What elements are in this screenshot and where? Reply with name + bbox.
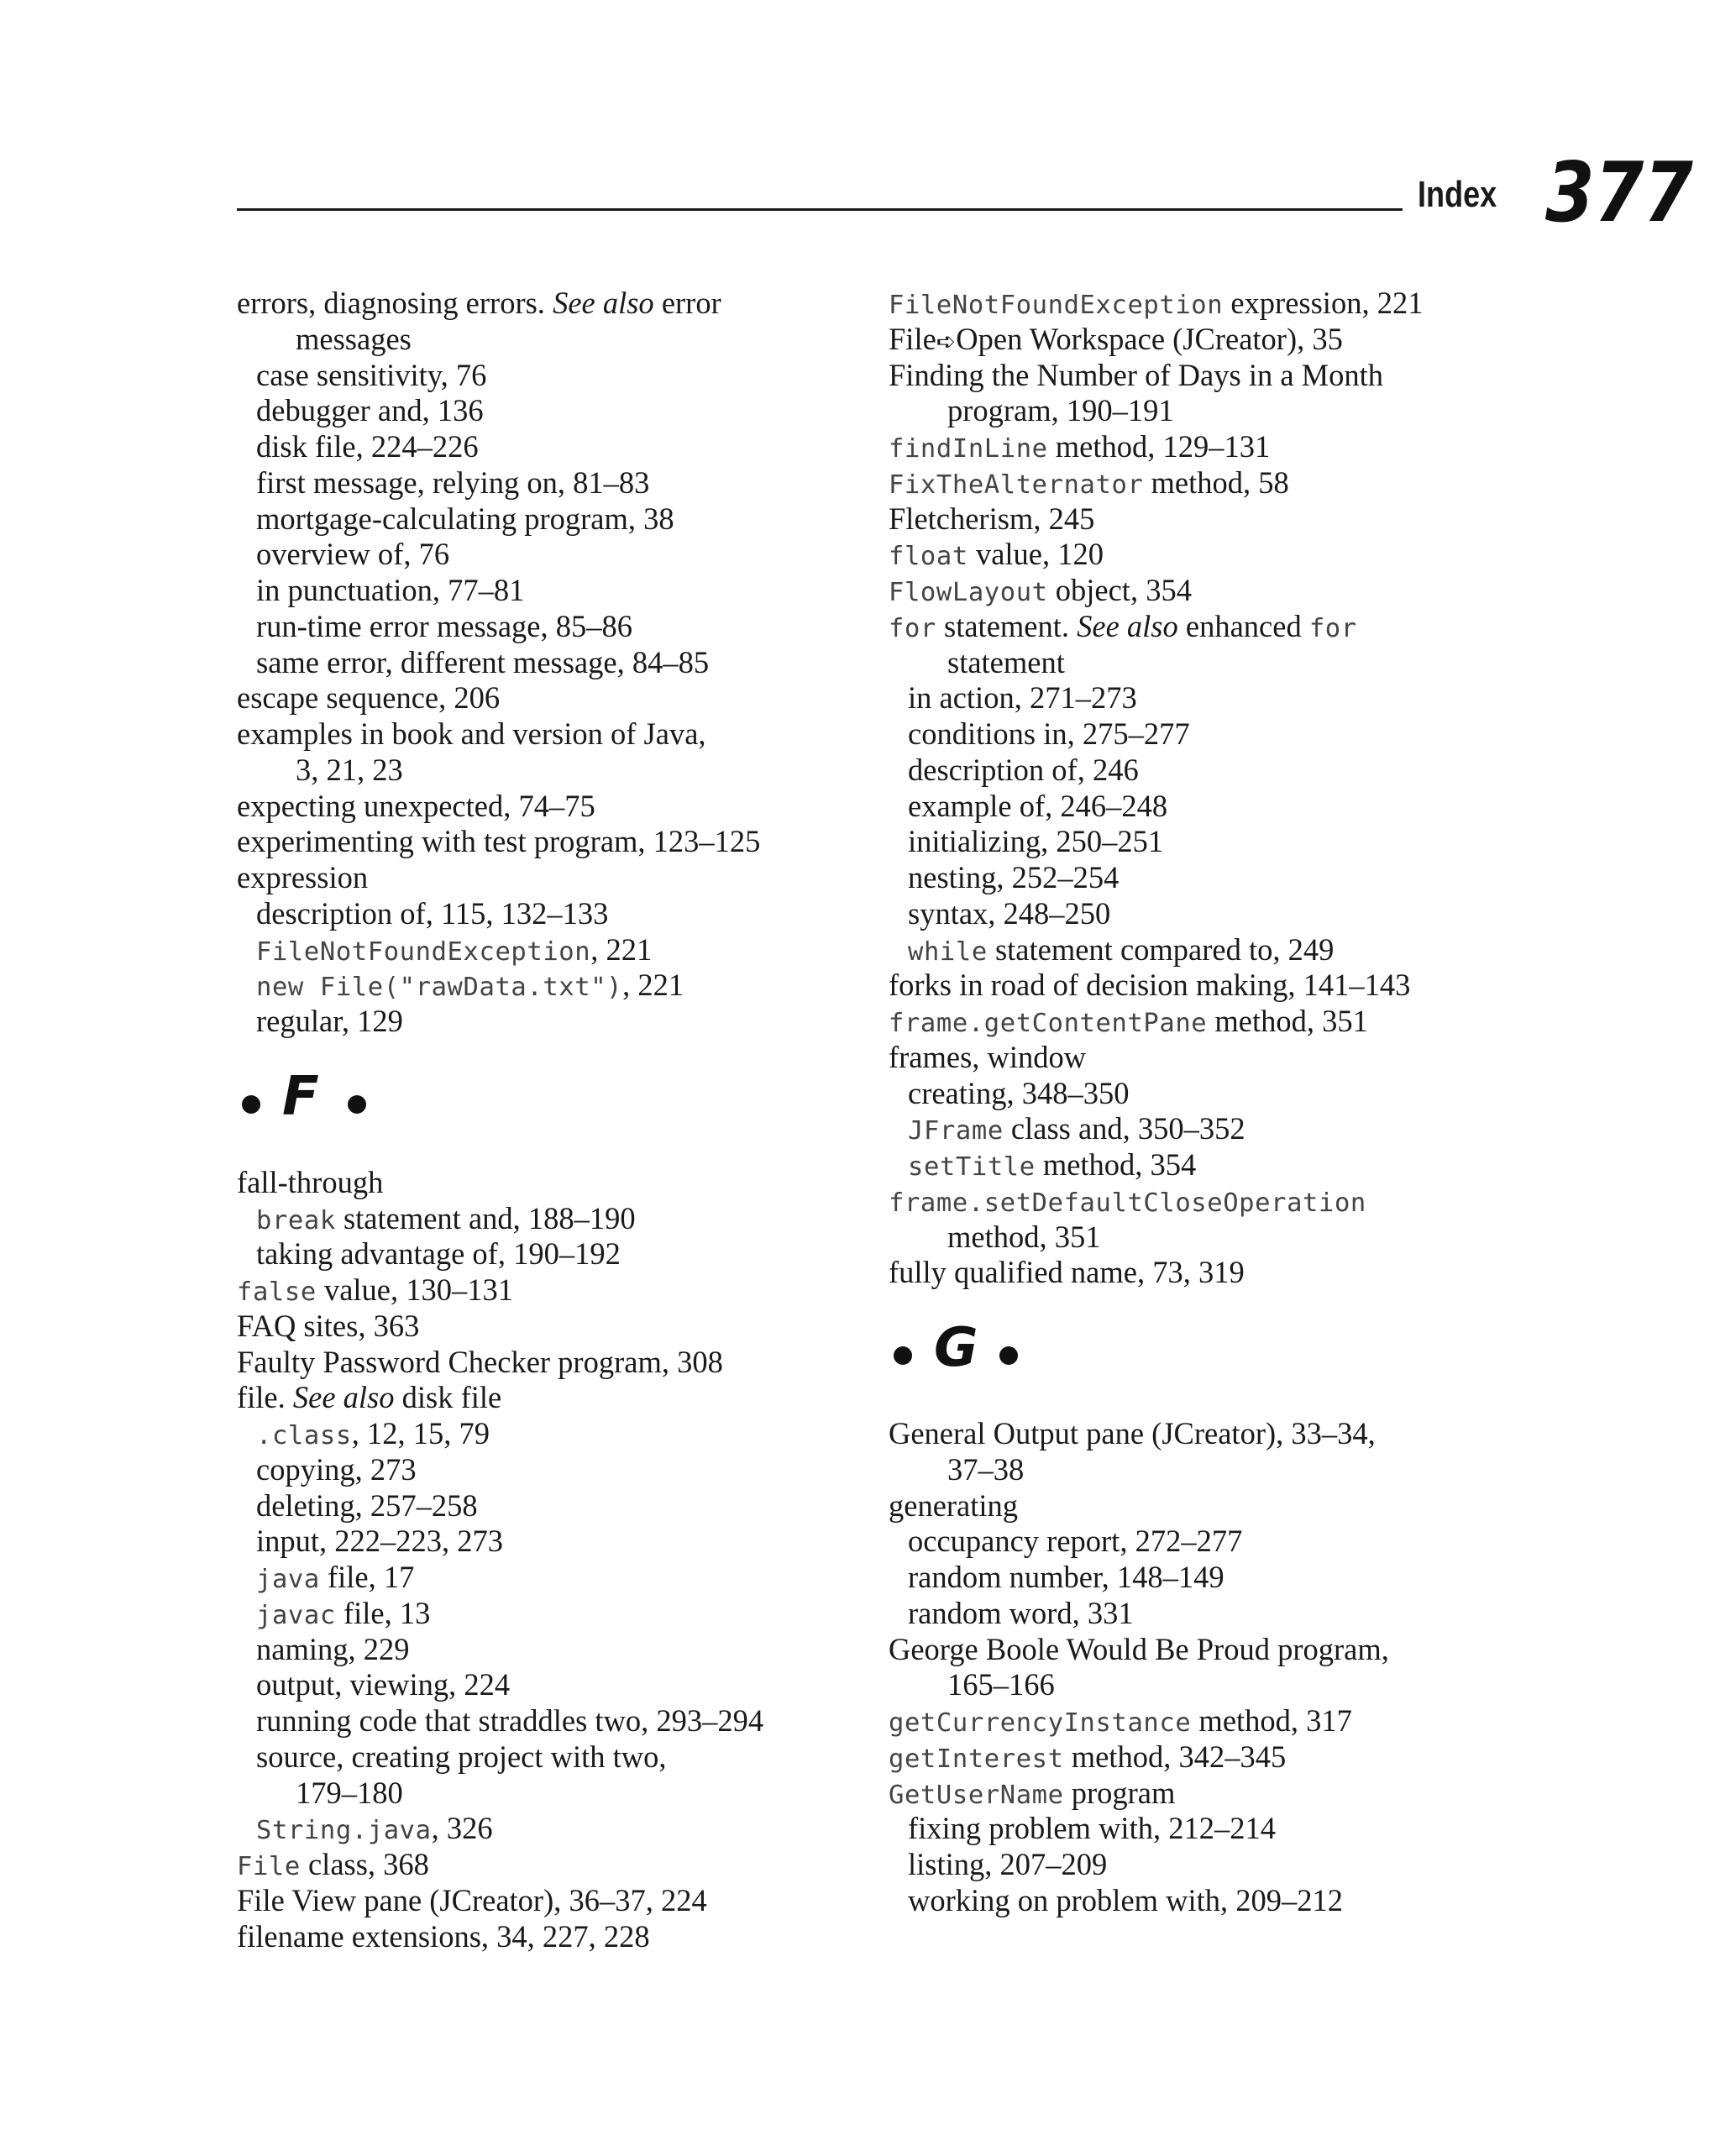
index-subentry (889, 680, 1510, 716)
index-entry (237, 1847, 858, 1883)
index-subentry (889, 1560, 1510, 1596)
entry-text: File (889, 321, 936, 356)
see-also-text: See also (292, 1380, 395, 1415)
index-subentry (237, 1004, 858, 1040)
entry-text: value, 130–131 (316, 1272, 513, 1307)
code-term: findInLine (889, 434, 1048, 464)
entry-text: debugger and, 136 (256, 393, 484, 428)
index-subentry (237, 537, 858, 573)
index-subentry (237, 609, 858, 645)
index-subentry (237, 1452, 858, 1488)
index-subentry (237, 1596, 858, 1632)
entry-text: in action, 271–273 (908, 680, 1137, 716)
entry-text: fall-through (237, 1164, 384, 1199)
entry-text: , 221 (590, 931, 653, 967)
entry-text: run-time error message, 85–86 (256, 608, 632, 643)
index-subentry (889, 824, 1510, 860)
entry-text: Finding the Number of Days in a Month (889, 357, 1384, 392)
entry-text: expression, 221 (1223, 286, 1424, 320)
running-header-label: Index (1418, 174, 1497, 215)
entry-text: error (653, 286, 721, 320)
code-term: FlowLayout (889, 578, 1048, 607)
index-subentry (237, 1703, 858, 1739)
entry-text: method, 317 (1191, 1703, 1352, 1738)
entry-text: taking advantage of, 190–192 (256, 1236, 621, 1272)
index-entry (237, 1345, 858, 1381)
index-subentry (889, 1847, 1510, 1883)
index-subentry (889, 1111, 1510, 1147)
entry-text: description of, 115, 132–133 (256, 895, 609, 931)
entry-text: 3, 21, 23 (296, 752, 403, 787)
entry-text: conditions in, 275–277 (908, 716, 1190, 751)
entry-text: , 326 (431, 1811, 493, 1846)
entry-text: expression (237, 860, 369, 894)
entry-text: expecting unexpected, 74–75 (237, 788, 595, 823)
index-entry-continuation (889, 1452, 1510, 1488)
index-subentry (237, 573, 858, 609)
index-entry (889, 1004, 1510, 1040)
index-subentry (889, 1147, 1510, 1183)
entry-text: overview of, 76 (256, 537, 450, 572)
section-heading-g (889, 1291, 1510, 1416)
index-entry-continuation (889, 645, 1510, 681)
index-entry (237, 1272, 858, 1309)
entry-text: copying, 273 (256, 1451, 417, 1487)
index-subentry (237, 393, 858, 429)
entry-text: running code that straddles two, 293–294 (256, 1703, 764, 1738)
code-term: for (1308, 613, 1357, 643)
index-subentry (237, 645, 858, 681)
index-entry (889, 537, 1510, 573)
entry-text: statement and, 188–190 (335, 1200, 636, 1235)
entry-text: experimenting with test program, 123–125 (237, 824, 761, 859)
entry-text: statement (947, 644, 1065, 679)
bullet-icon (242, 1095, 260, 1114)
index-subentry (237, 1667, 858, 1703)
entry-text: fully qualified name, 73, 319 (889, 1255, 1245, 1290)
entry-text: 37–38 (947, 1451, 1025, 1487)
index-entry (889, 573, 1510, 609)
header-rule (237, 208, 1403, 211)
index-entry (237, 1380, 858, 1416)
entry-text: FAQ sites, 363 (237, 1308, 420, 1343)
entry-text: program (1063, 1775, 1176, 1810)
entry-text: file. (237, 1380, 293, 1415)
entry-text: statement compared to, 249 (987, 931, 1335, 967)
index-entry (889, 1739, 1510, 1776)
index-entry (889, 465, 1510, 501)
entry-text: disk file, 224–226 (256, 429, 479, 464)
entry-text: same error, different message, 84–85 (256, 644, 710, 679)
section-letter: G (934, 1317, 978, 1379)
entry-text: output, viewing, 224 (256, 1667, 511, 1702)
entry-text: method, 351 (947, 1219, 1101, 1254)
entry-text: mortgage-calculating program, 38 (256, 501, 674, 536)
entry-text: example of, 246–248 (908, 788, 1168, 823)
index-entry (889, 322, 1510, 358)
entry-text: class and, 350–352 (1003, 1111, 1245, 1146)
code-term: File (237, 1852, 301, 1881)
code-term: getCurrencyInstance (889, 1708, 1192, 1738)
index-subentry (889, 1883, 1510, 1919)
entry-text: working on problem with, 209–212 (908, 1882, 1344, 1917)
entry-text: object, 354 (1047, 573, 1192, 607)
index-entry (237, 860, 858, 896)
entry-text: escape sequence, 206 (237, 680, 501, 716)
code-term: GetUserName (889, 1780, 1064, 1810)
menu-arrow-icon: ➪ (936, 327, 957, 355)
bullet-icon (894, 1346, 912, 1365)
index-entry (237, 1165, 858, 1201)
index-entry (889, 1040, 1510, 1076)
index-subentry (237, 1236, 858, 1272)
entry-text: creating, 348–350 (908, 1075, 1130, 1110)
entry-text: random number, 148–149 (908, 1560, 1224, 1594)
index-subentry (889, 789, 1510, 825)
index-subentry (237, 1488, 858, 1524)
entry-text: Open Workspace (JCreator), 35 (956, 321, 1343, 356)
index-entry (237, 1919, 858, 1955)
index-entry (237, 680, 858, 716)
index-entry (237, 1883, 858, 1919)
section-letter: F (282, 1065, 319, 1128)
code-term: FixTheAlternator (889, 469, 1144, 500)
bullet-icon (348, 1095, 366, 1114)
index-subentry (237, 358, 858, 394)
index-subentry (237, 1739, 858, 1776)
index-entry (889, 1488, 1510, 1524)
index-entry-continuation (237, 1776, 858, 1812)
see-also-text: See also (1077, 608, 1178, 643)
index-entry (889, 1255, 1510, 1291)
code-term: String.java (256, 1816, 432, 1846)
index-subentry (889, 1076, 1510, 1112)
index-column-right (889, 286, 1510, 1919)
index-entry-continuation (889, 1220, 1510, 1256)
entry-text: George Boole Would Be Proud program, (889, 1631, 1389, 1666)
index-entry-continuation (889, 1667, 1510, 1703)
entry-text: case sensitivity, 76 (256, 357, 487, 392)
index-subentry (237, 968, 858, 1004)
entry-text: regular, 129 (256, 1004, 403, 1038)
entry-text: random word, 331 (908, 1595, 1134, 1630)
entry-text: file, 17 (319, 1560, 415, 1594)
index-entry (889, 1776, 1510, 1812)
index-subentry (889, 716, 1510, 753)
index-subentry (889, 753, 1510, 789)
index-subentry (237, 1811, 858, 1847)
index-entry (237, 1309, 858, 1345)
index-subentry (237, 932, 858, 968)
index-subentry (237, 1524, 858, 1560)
code-term: setTitle (908, 1152, 1036, 1182)
index-entry (237, 824, 858, 860)
entry-text: filename extensions, 34, 227, 228 (237, 1918, 650, 1954)
index-subentry (889, 860, 1510, 896)
section-heading-f (237, 1040, 858, 1165)
index-subentry (237, 896, 858, 932)
entry-text: listing, 207–209 (908, 1847, 1108, 1881)
entry-text: source, creating project with two, (256, 1739, 667, 1774)
index-column-left (237, 286, 858, 1954)
entry-text: disk file (394, 1380, 502, 1415)
code-term: false (237, 1277, 317, 1307)
entry-text: frames, window (889, 1039, 1087, 1074)
entry-text: naming, 229 (256, 1631, 410, 1666)
bullet-icon (999, 1346, 1018, 1365)
entry-text: method, 58 (1143, 464, 1289, 500)
index-subentry (237, 501, 858, 538)
index-entry (889, 609, 1510, 645)
entry-text: method, 129–131 (1047, 429, 1271, 464)
code-term: float (889, 542, 968, 572)
code-term: new File("rawData.txt") (256, 973, 623, 1003)
index-entry (889, 1416, 1510, 1452)
entry-text: enhanced (1177, 608, 1309, 643)
index-entry-continuation (237, 322, 858, 358)
entry-text: nesting, 252–254 (908, 860, 1120, 894)
entry-text: method, 342–345 (1063, 1739, 1287, 1774)
index-subentry (889, 1524, 1510, 1560)
index-entry-continuation (889, 393, 1510, 429)
see-also-text: See also (553, 286, 654, 320)
entry-text: , 12, 15, 79 (351, 1416, 490, 1450)
index-subentry (237, 1416, 858, 1452)
index-entry (889, 501, 1510, 538)
index-entry (889, 358, 1510, 394)
entry-text: generating (889, 1487, 1019, 1523)
index-entry (889, 1183, 1510, 1220)
entry-text: occupancy report, 272–277 (908, 1524, 1243, 1559)
index-entry (889, 968, 1510, 1004)
entry-text: fixing problem with, 212–214 (908, 1811, 1276, 1846)
code-term: JFrame (908, 1116, 1004, 1146)
code-term: .class (256, 1421, 352, 1450)
code-term: FileNotFoundException (256, 936, 591, 967)
index-entry (889, 1703, 1510, 1739)
entry-text: General Output pane (JCreator), 33–34, (889, 1416, 1376, 1450)
index-entry (237, 286, 858, 322)
index-entry-continuation (237, 753, 858, 789)
entry-text: value, 120 (968, 537, 1104, 572)
entry-text: statement. (936, 608, 1078, 643)
code-term: frame.setDefaultCloseOperation (889, 1188, 1366, 1218)
entry-text: deleting, 257–258 (256, 1487, 478, 1523)
code-term: getInterest (889, 1744, 1064, 1774)
index-subentry (237, 1560, 858, 1596)
entry-text: Fletcherism, 245 (889, 501, 1095, 536)
entry-text: examples in book and version of Java, (237, 716, 706, 751)
entry-text: forks in road of decision making, 141–143 (889, 968, 1411, 1003)
page-number: 377 (1545, 145, 1693, 241)
index-subentry (889, 896, 1510, 932)
entry-text: class, 368 (300, 1847, 429, 1881)
index-entry (237, 716, 858, 753)
entry-text: in punctuation, 77–81 (256, 573, 525, 607)
entry-text: File View pane (JCreator), 36–37, 224 (237, 1882, 707, 1917)
index-subentry (889, 1811, 1510, 1847)
index-entry (889, 1632, 1510, 1668)
entry-text: syntax, 248–250 (908, 895, 1111, 931)
index-subentry (889, 1596, 1510, 1632)
entry-text: , 221 (622, 968, 684, 1003)
entry-text: 179–180 (296, 1775, 403, 1810)
entry-text: Faulty Password Checker program, 308 (237, 1344, 723, 1379)
index-subentry (237, 465, 858, 501)
entry-text: errors, diagnosing errors. (237, 286, 553, 320)
code-term: while (908, 936, 988, 967)
entry-text: program, 190–191 (947, 393, 1174, 428)
index-subentry (237, 429, 858, 465)
entry-text: messages (296, 321, 412, 356)
code-term: FileNotFoundException (889, 291, 1224, 320)
entry-text: initializing, 250–251 (908, 824, 1164, 859)
index-entry (237, 789, 858, 825)
code-term: for (889, 613, 936, 643)
index-subentry (889, 932, 1510, 968)
code-term: frame.getContentPane (889, 1009, 1208, 1038)
entry-text: input, 222–223, 273 (256, 1524, 504, 1559)
index-subentry (237, 1632, 858, 1668)
entry-text: file, 13 (335, 1595, 431, 1630)
entry-text: first message, relying on, 81–83 (256, 464, 650, 500)
code-term: java (256, 1565, 320, 1594)
code-term: break (256, 1205, 336, 1235)
code-term: javac (256, 1600, 336, 1630)
entry-text: method, 351 (1207, 1004, 1368, 1038)
entry-text: method, 354 (1035, 1147, 1197, 1182)
index-entry (889, 286, 1510, 322)
index-entry (889, 429, 1510, 465)
index-subentry (237, 1201, 858, 1237)
entry-text: description of, 246 (908, 752, 1139, 787)
entry-text: 165–166 (947, 1667, 1055, 1702)
